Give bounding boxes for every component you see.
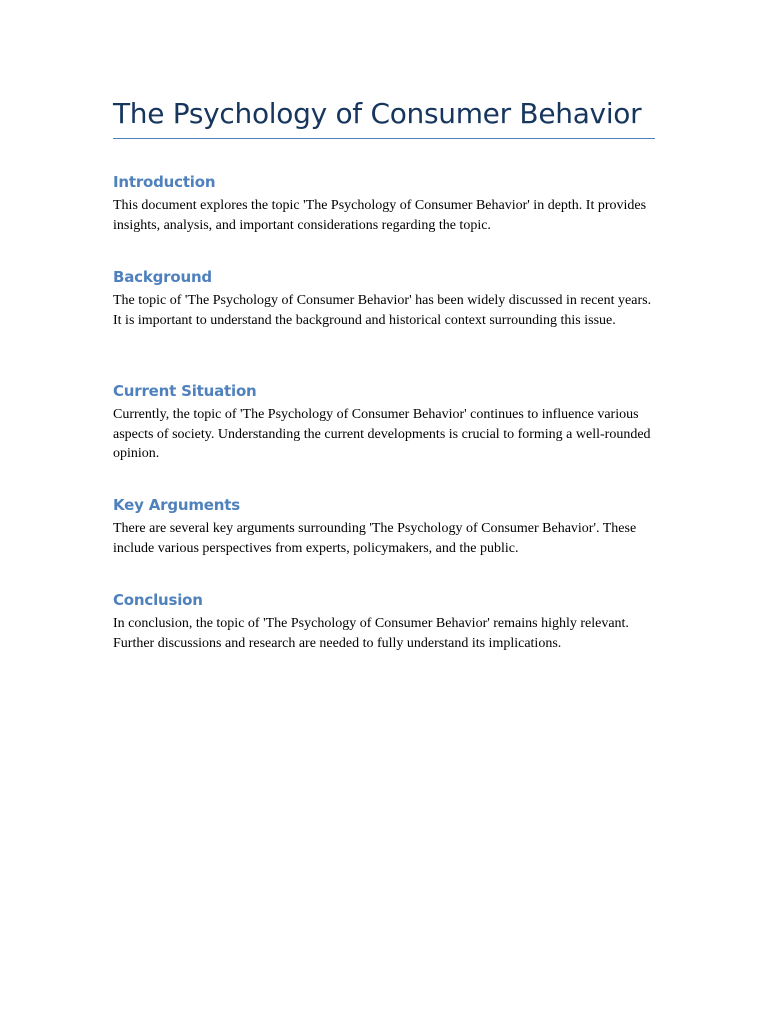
section-body: The topic of 'The Psychology of Consumer Behavior' has been widely discussed in recent years. It is important to understand the background and historical context surrounding this issue.: [113, 293, 652, 328]
section-heading: Current Situation: [113, 382, 257, 400]
section-introduction: [113, 171, 655, 235]
section-heading: Key Arguments: [113, 496, 240, 514]
section-key-arguments: [113, 494, 655, 558]
section-body: This document explores the topic 'The Psychology of Consumer Behavior' in depth. It provides insights, analysis, and important considerations regarding the topic.: [113, 198, 647, 233]
section-body: In conclusion, the topic of 'The Psychology of Consumer Behavior' remains highly relevant. Further discussions and research are needed to fully understand its implications.: [113, 616, 629, 651]
section-background: [113, 266, 655, 330]
section-conclusion: [113, 589, 655, 653]
section-body: There are several key arguments surrounding 'The Psychology of Consumer Behavior'. These include various perspectives from experts, policymakers, and the public.: [113, 521, 637, 556]
section-current-situation: [113, 380, 655, 464]
section-body: Currently, the topic of 'The Psychology of Consumer Behavior' continues to influence various aspects of society. Understanding the current developments is crucial to forming a well-rounded opinion.: [113, 407, 651, 461]
section-heading: Background: [113, 268, 212, 286]
section-heading: Conclusion: [113, 591, 203, 609]
section-heading: Introduction: [113, 173, 216, 191]
document-title: The Psychology of Consumer Behavior: [113, 97, 642, 130]
title-underline: [113, 138, 655, 139]
document-page: [113, 0, 655, 651]
